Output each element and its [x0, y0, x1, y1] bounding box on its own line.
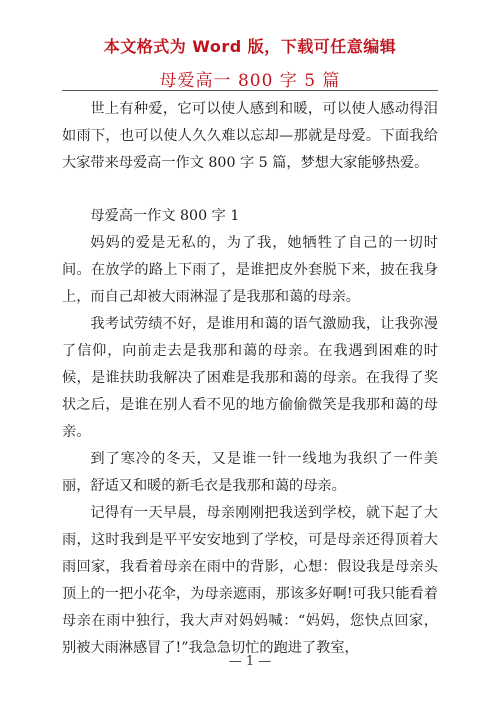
document-body: [62, 96, 438, 662]
format-banner: 本文格式为 Word 版，下载可任意编辑: [103, 37, 397, 56]
section-spacer: [62, 177, 438, 203]
title-divider: [62, 90, 438, 91]
body-paragraph-4: 记得有一天早晨，母亲刚刚把我送到学校，就下起了大雨，这时我到是平平安安地到了学校，可是母亲还得顶着大雨回家，我看着母亲在雨中的背影，心想：假设我是母亲头顶上的一把小花伞，为母亲遮雨，那该多好啊!可我只能看着母亲在雨中独行，我大声对妈妈喊：“妈妈，您快点回家，别被大雨淋感冒了!”我急急切忙的跑进了教室，: [62, 505, 438, 656]
intro-paragraph: 世上有种爱，它可以使人感到和暖，可以使人感动得泪如雨下，也可以使人久久难以忘却—那就是母爱。下面我给大家带来母爱高一作文 800 字 5 篇，梦想大家能够热爱。: [62, 101, 438, 171]
body-paragraph-3: 到了寒冷的冬天，又是谁一针一线地为我织了一件美丽，舒适又和暖的新毛衣是我那和蔼的母亲。: [62, 451, 438, 494]
body-paragraph-2: 我考试劳绩不好，是谁用和蔼的语气激励我，让我弥漫了信仰，向前走去是我那和蔼的母亲。在我遇到困难的时候，是谁扶助我解决了困难是我那和蔼的母亲。在我得了奖状之后，是谁在别人看不见的地方偷偷微笑是我那和蔼的母亲。: [62, 316, 438, 440]
body-paragraph-1: 妈妈的爱是无私的，为了我，她牺牲了自己的一切时间。在放学的路上下雨了，是谁把皮外套脱下来，披在我身上，而自己却被大雨淋湿了是我那和蔼的母亲。: [62, 235, 438, 305]
page-number: — 1 —: [228, 654, 272, 669]
section-heading: 母爱高一作文 800 字 1: [90, 208, 240, 224]
page-title: 母爱高一 800 字 5 篇: [159, 71, 341, 91]
